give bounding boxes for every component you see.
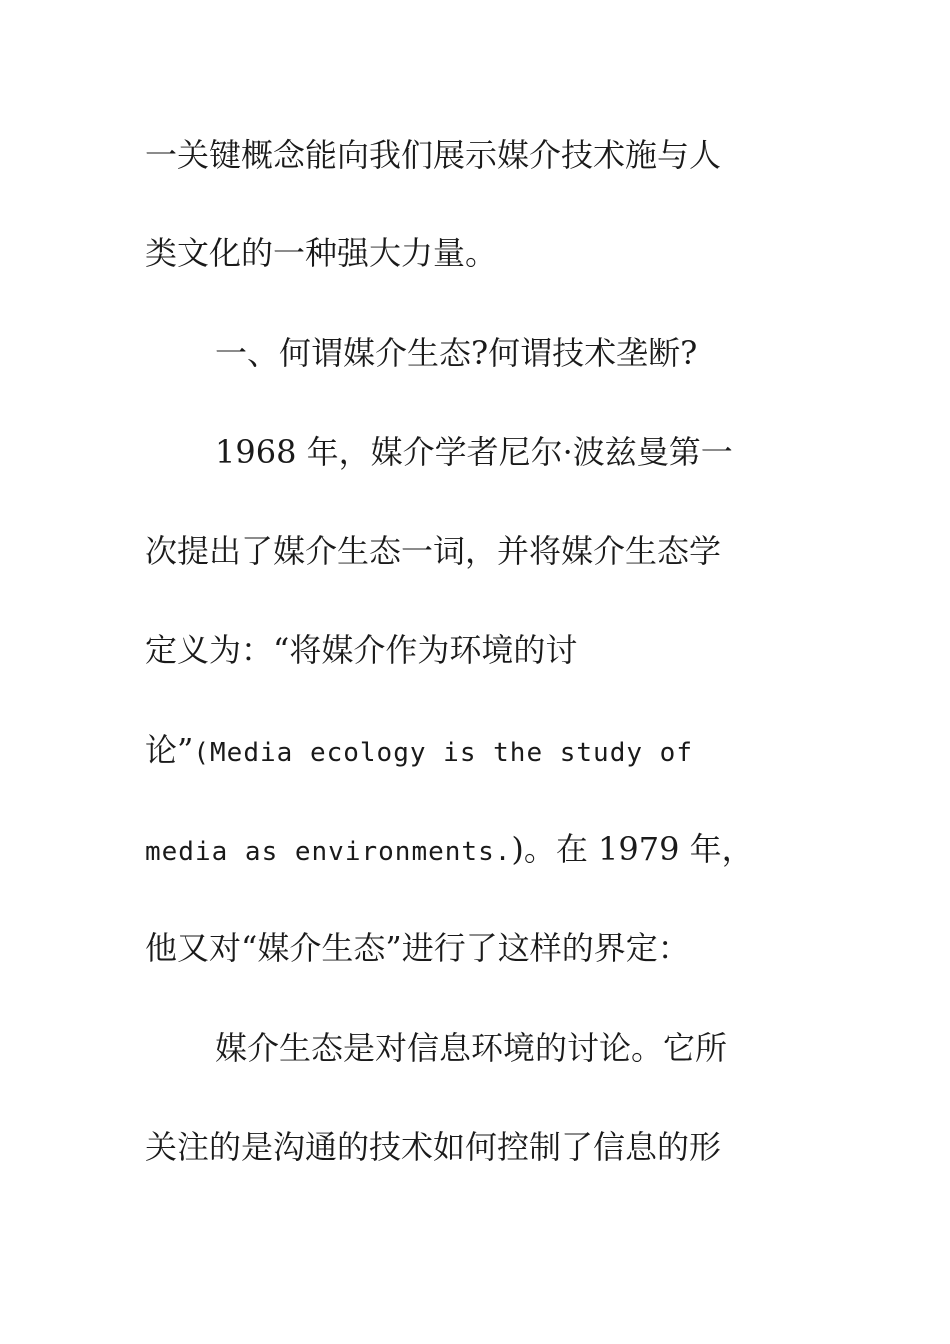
text-line xyxy=(145,824,754,874)
text-line: 他又对“媒介生态”进行了这样的界定： xyxy=(145,929,690,967)
text-line: 定义为：“将媒介作为环境的讨 xyxy=(145,631,578,669)
text-line: 关注的是沟通的技术如何控制了信息的形 xyxy=(145,1128,722,1166)
text-line xyxy=(145,725,693,775)
text-line: 1968 年，媒介学者尼尔·波兹曼第一 xyxy=(215,433,733,471)
text-line: 次提出了媒介生态一词，并将媒介生态学 xyxy=(145,532,722,570)
text-line: 媒介生态是对信息环境的讨论。它所 xyxy=(215,1029,728,1067)
text-line: 一关键概念能向我们展示媒介技术施与人 xyxy=(145,136,722,174)
text-segment-chinese: 论” xyxy=(145,731,194,769)
text-line: 类文化的一种强大力量。 xyxy=(145,234,498,272)
text-segment-english: media as environments. xyxy=(145,837,512,867)
text-segment-english: (Media ecology is the study of xyxy=(193,738,693,768)
text-segment-chinese: )。在 1979 年， xyxy=(511,830,754,868)
section-heading: 一、何谓媒介生态?何谓技术垄断? xyxy=(215,334,698,372)
